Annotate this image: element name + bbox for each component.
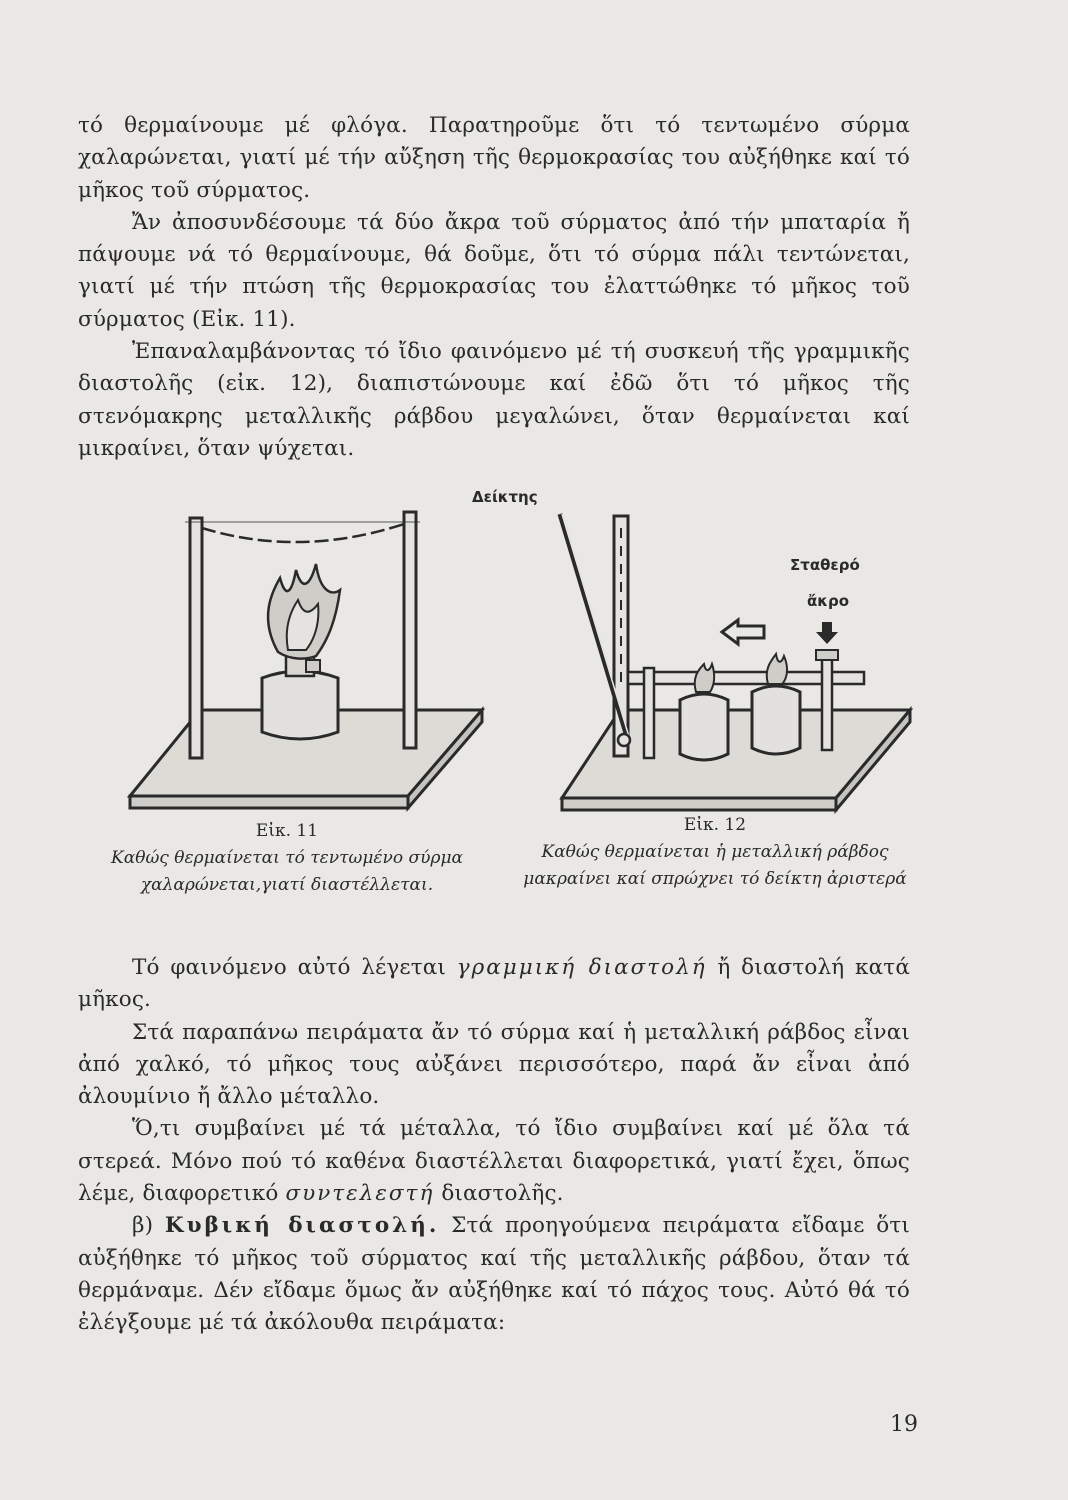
figure-12-caption bbox=[505, 812, 925, 893]
fig12-fixed-post bbox=[822, 656, 832, 750]
fig12-flame-1 bbox=[695, 664, 714, 692]
figure-12-number: Εἰκ. 12 bbox=[683, 815, 747, 835]
paragraph-continuation: τό θερμαίνουμε μέ φλόγα. Παρατηροῦμε ὅτι τό τεντωμένο σύρμα χαλαρώνεται, γιατί μέ τήν αὔξηση τῆς θερμοκρασίας του αὐξήθηκε καί τό μῆκος τοῦ σύρματος. bbox=[78, 113, 910, 203]
term-coefficient: συντελεστή bbox=[285, 1181, 435, 1207]
paragraph-linear-expansion: Τό φαινόμενο αὐτό λέγεται γραμμική διαστολή ἤ διαστολή κατά μῆκος. bbox=[78, 955, 910, 1013]
figure-11-caption bbox=[72, 818, 502, 899]
paragraph-disconnect: Ἄν ἀποσυνδέσουμε τά δύο ἄκρα τοῦ σύρματος ἀπό τήν μπαταρία ἤ πάψουμε νά τό θερμαίνουμε, θά δοῦμε, ὅτι τό σύρμα πάλι τεντώνεται, γιατί μέ τήν πτώση τῆς θερμοκρασίας του ἐλαττώθηκε τό μῆκος τοῦ σύρματος (Εἰκ. 11). bbox=[78, 209, 910, 332]
fig12-fixed-label-1: Σταθερό bbox=[790, 556, 860, 574]
fig12-burner-2 bbox=[752, 686, 800, 754]
bottom-text-block bbox=[78, 952, 910, 1340]
figure-11-number: Εἰκ. 11 bbox=[255, 821, 319, 841]
page-number: 19 bbox=[890, 1412, 918, 1437]
paragraph-copper-aluminium: Στά παραπάνω πειράματα ἄν τό σύρμα καί ἡ μεταλλική ράβδος εἶναι ἀπό χαλκό, τό μῆκος τους αὐξάνει περισσότερο, παρά ἄν εἶναι ἀπό ἀλουμίνιο ἤ ἄλλο μέταλλο. bbox=[78, 1019, 910, 1110]
term-linear-expansion: γραμμική διαστολή bbox=[456, 955, 707, 980]
fig12-pivot bbox=[618, 734, 630, 746]
top-text-block bbox=[78, 110, 910, 465]
fig12-burner-1 bbox=[680, 694, 728, 760]
fig11-left-post bbox=[190, 518, 202, 758]
figure-12-rod-apparatus bbox=[472, 478, 920, 830]
fig12-pointer-label: Δείκτης bbox=[472, 488, 538, 506]
figure-11-caption-text: Καθώς θερμαίνεται τό τεντωμένο σύρμα χαλαρώνεται,γιατί διαστέλλεται. bbox=[111, 848, 463, 895]
fig12-fixed-label-2: ἄκρο bbox=[807, 592, 850, 610]
paragraph-solids: Ὅ,τι συμβαίνει μέ τά μέταλλα, τό ἴδιο συμβαίνει καί μέ ὅλα τά στερεά. Μόνο πού τό καθένα διαστέλλεται διαφορετικά, γιατί ἔχει, ὅπως λέμε, διαφορετικό συντελεστή διαστολῆς. bbox=[78, 1116, 910, 1207]
fig12-left-arrow-icon bbox=[722, 620, 764, 644]
fig11-wire bbox=[202, 524, 404, 542]
fig11-burner-body bbox=[262, 671, 338, 739]
fig12-flame-2 bbox=[767, 654, 787, 684]
fig11-base-front bbox=[130, 796, 408, 808]
figure-11-wire-apparatus bbox=[110, 500, 500, 830]
paragraph-repeat-experiment: Ἐπαναλαμβάνοντας τό ἴδιο φαινόμενο μέ τή συσκευή τῆς γραμμικῆς διαστολῆς (εἰκ. 12), διαπιστώνουμε καί ἐδῶ ὅτι τό μῆκος τῆς στενόμακρης μεταλλικῆς ράβδου μεγαλώνει, ὅταν θερμαίνεται καί μικραίνει, ὅταν ψύχεται. bbox=[78, 339, 910, 461]
fig11-right-post bbox=[404, 512, 416, 748]
fig12-fixed-arrow-icon bbox=[816, 622, 838, 644]
paragraph-cubic-expansion: β) Κυβική διαστολή. Στά προηγούμενα πειράματα εἴδαμε ὅτι αὐξήθηκε τό μῆκος τοῦ σύρματος καί τῆς μεταλλικῆς ράβδου, ὅταν τά θερμάναμε. Δέν εἴδαμε ὅμως ἄν αὐξήθηκε καί τό πάχος τους. Αὐτό θά τό ἐλέγξουμε μέ τά ἀκόλουθα πειράματα: bbox=[78, 1213, 910, 1336]
fig12-middle-post bbox=[644, 668, 654, 758]
fig12-base-front bbox=[562, 798, 836, 810]
heading-cubic-expansion: Κυβική διαστολή. bbox=[164, 1213, 440, 1239]
figure-12-caption-text: Καθώς θερμαίνεται ἡ μεταλλική ράβδος μακραίνει καί σπρώχνει τό δείκτη ἀριστερά bbox=[523, 842, 907, 889]
